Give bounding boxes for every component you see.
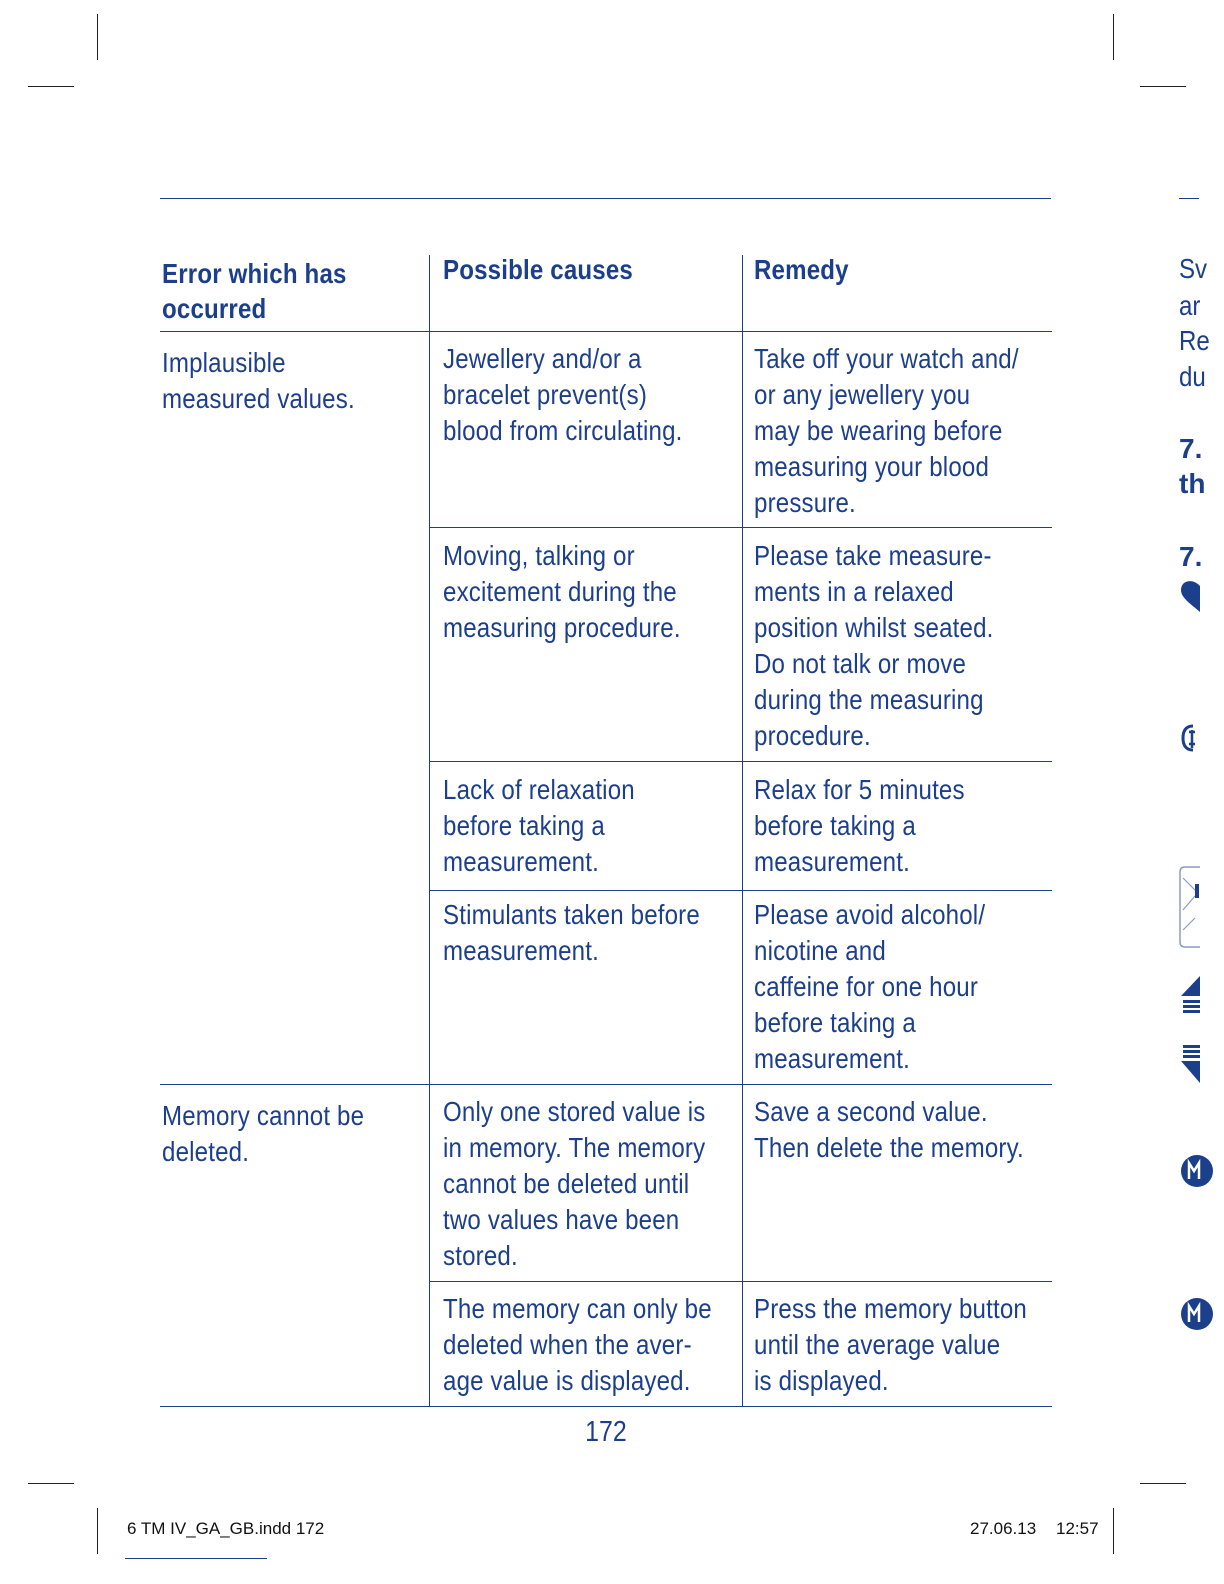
remedy-cell: Relax for 5 minutes before taking a measurement.: [754, 774, 965, 877]
header-error: Error which has occurred: [162, 258, 347, 324]
memory-button-icon: [1179, 1153, 1200, 1189]
error-cell: Memory cannot be deleted.: [162, 1100, 365, 1167]
remedy-cell: Press the memory button until the average value is displayed.: [754, 1293, 1027, 1396]
row-rule: [429, 1281, 1052, 1282]
cause-cell: Lack of relaxation before taking a measurement.: [443, 774, 635, 877]
adjacent-page-fragment: Sv: [1179, 253, 1208, 284]
slug-underline: [125, 1558, 267, 1559]
cause-cell: Only one stored value is in memory. The memory cannot be deleted until two values have been stored.: [443, 1096, 706, 1271]
adjacent-page-fragment: 7.: [1179, 541, 1203, 572]
slug-date: 27.06.13: [970, 1519, 1037, 1538]
page-number: 172: [585, 1416, 627, 1448]
remedy-cell: Please take measure- ments in a relaxed position whilst seated. Do not talk or move during the measuring procedure.: [754, 540, 994, 751]
row-rule: [429, 527, 1052, 528]
header-remedy: Remedy: [754, 254, 849, 285]
remedy-cell: Save a second value. Then delete the memory.: [754, 1096, 1024, 1163]
column-divider: [742, 255, 743, 1407]
crop-mark: [1113, 1508, 1114, 1554]
cause-cell: Jewellery and/or a bracelet prevent(s) blood from circulating.: [443, 343, 683, 446]
crop-mark: [1140, 86, 1186, 87]
cuff-icon: [1179, 722, 1200, 754]
crop-mark: [1113, 14, 1114, 60]
header-causes: Possible causes: [443, 254, 633, 285]
remedy-cell: Please avoid alcohol/ nicotine and caffeine for one hour before taking a measurement.: [754, 899, 986, 1074]
crop-mark: [28, 1483, 74, 1484]
adjacent-page-fragment: 7.: [1179, 433, 1203, 464]
crop-mark: [1140, 1483, 1186, 1484]
cause-cell: Stimulants taken before measurement.: [443, 899, 700, 966]
error-cell: Implausible measured values.: [162, 347, 355, 414]
crop-mark: [97, 14, 98, 60]
header-rule: [160, 331, 1052, 332]
table-bottom-rule: [160, 1406, 1052, 1407]
display-icon: [1179, 866, 1200, 948]
slug-filename: 6 TM IV_GA_GB.indd 172: [127, 1519, 325, 1538]
memory-button-icon: [1179, 1296, 1200, 1332]
arrow-down-icon: [1179, 1044, 1200, 1084]
arrow-up-icon: [1179, 974, 1200, 1014]
row-rule: [160, 1084, 1052, 1085]
row-rule: [429, 761, 1052, 762]
remedy-cell: Take off your watch and/ or any jewellery you may be wearing before measuring your blood pressure.: [754, 343, 1019, 518]
crop-mark: [97, 1508, 98, 1554]
heart-icon: [1179, 578, 1200, 614]
crop-mark: [28, 86, 74, 87]
cause-cell: Moving, talking or excitement during the measuring procedure.: [443, 540, 681, 643]
adjacent-page-fragment: Re: [1179, 325, 1210, 356]
adjacent-page-fragment: ar: [1179, 290, 1201, 321]
top-rule-adjacent: [1179, 198, 1199, 199]
slug-time: 12:57: [1056, 1519, 1099, 1538]
row-rule: [429, 890, 1052, 891]
adjacent-page-fragment: du: [1179, 361, 1206, 392]
adjacent-page-fragment: th: [1179, 468, 1206, 499]
top-rule: [160, 198, 1051, 199]
column-divider: [429, 255, 430, 1407]
cause-cell: The memory can only be deleted when the aver- age value is displayed.: [443, 1293, 712, 1396]
